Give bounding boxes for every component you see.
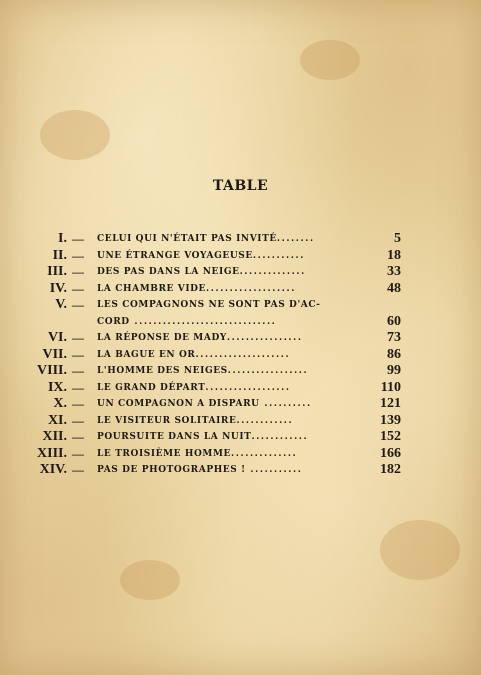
toc-entry: [0, 380, 481, 396]
chapter-title: [97, 281, 362, 297]
toc-entry: [0, 281, 481, 297]
page-number: 73: [387, 330, 401, 345]
entry-dash: —: [72, 430, 84, 444]
chapter-title: [97, 264, 362, 280]
dot-leader: ..............................: [129, 316, 277, 327]
chapter-title: [97, 380, 362, 396]
chapter-title-text: LE TROISIÈME HOMME: [97, 448, 232, 459]
dot-leader: ............: [251, 432, 309, 442]
chapter-title-text: PAS DE PHOTOGRAPHES !: [97, 465, 246, 475]
page-title: TABLE: [212, 178, 269, 194]
chapter-title-text: POURSUITE DANS LA NUIT: [97, 432, 252, 442]
chapter-title-text: LES COMPAGNONS NE SONT PAS D'AC-: [97, 300, 321, 310]
toc-entry: [0, 231, 481, 247]
chapter-title: [97, 429, 362, 445]
chapter-title: [97, 396, 362, 412]
page-number: 121: [380, 396, 401, 411]
chapter-number: I.: [58, 231, 67, 246]
chapter-number: VI.: [47, 330, 67, 345]
dot-leader: ................: [226, 333, 303, 343]
page-number: 99: [387, 363, 401, 378]
page-number: 166: [380, 445, 401, 461]
entry-dash: —: [72, 446, 84, 461]
entry-dash: —: [72, 248, 84, 263]
page-number: 182: [380, 462, 401, 477]
chapter-number: V.: [55, 297, 67, 312]
dot-leader: ...................: [206, 283, 296, 294]
chapter-title-text: L'HOMME DES NEIGES: [97, 366, 228, 376]
age-stain: [300, 40, 360, 80]
toc-entry: [0, 446, 481, 462]
entry-dash: —: [72, 380, 84, 395]
page-number: 33: [387, 264, 401, 279]
chapter-title-text: LA BAGUE EN OR: [97, 349, 196, 360]
entry-dash: —: [72, 364, 84, 378]
toc-entry: [0, 248, 481, 264]
chapter-number: IV.: [49, 280, 67, 296]
age-stain: [380, 520, 460, 580]
chapter-number: XIII.: [37, 445, 67, 461]
dot-leader: ........: [276, 234, 315, 244]
page-number: 110: [380, 379, 401, 395]
age-stain: [40, 110, 110, 160]
entry-dash: —: [72, 397, 84, 411]
entry-dash: —: [72, 232, 84, 246]
chapter-title: [97, 347, 362, 363]
chapter-title: [97, 330, 362, 346]
entry-dash: —: [72, 298, 84, 312]
page-number: 139: [380, 412, 401, 428]
chapter-title-text: UN COMPAGNON A DISPARU: [97, 399, 260, 409]
page-number: 60: [387, 313, 401, 329]
dot-leader: ..............: [231, 448, 298, 459]
dot-leader: ..................: [205, 382, 291, 393]
chapter-number: II.: [52, 247, 67, 263]
chapter-title: [97, 231, 362, 247]
dot-leader: .................: [227, 366, 309, 376]
toc-entry: [0, 347, 481, 363]
chapter-number: XI.: [47, 412, 67, 428]
chapter-title: [97, 248, 362, 264]
chapter-number: VIII.: [37, 363, 67, 378]
dot-leader: ..........: [259, 399, 312, 409]
toc-entry: [0, 363, 481, 379]
page-number: 152: [380, 429, 401, 444]
dot-leader: ....................: [195, 349, 291, 360]
chapter-title: [97, 446, 362, 462]
page-number: 48: [387, 280, 401, 296]
chapter-number: III.: [47, 264, 67, 279]
age-stain: [120, 560, 180, 600]
page-number: 86: [387, 346, 401, 362]
dot-leader: ...........: [252, 250, 305, 261]
dot-leader: ..............: [239, 267, 306, 277]
chapter-title-text: LE VISITEUR SOLITAIRE: [97, 415, 237, 426]
chapter-title-text: LA RÉPONSE DE MADY: [97, 333, 227, 343]
entry-dash: —: [72, 463, 84, 477]
chapter-number: IX.: [47, 379, 67, 395]
chapter-title: [97, 413, 362, 429]
toc-entry: [0, 396, 481, 412]
chapter-number: X.: [53, 396, 67, 411]
chapter-title: [97, 363, 362, 379]
toc-entry: [0, 413, 481, 429]
chapter-number: XIV.: [39, 462, 67, 477]
chapter-title-text: UNE ÉTRANGE VOYAGEUSE: [97, 250, 253, 261]
dot-leader: ............: [236, 415, 294, 426]
chapter-title: [97, 462, 362, 478]
entry-dash: —: [72, 281, 84, 296]
dot-leader: ...........: [245, 465, 303, 475]
chapter-number: XII.: [42, 429, 67, 444]
toc-entry: [0, 314, 481, 330]
chapter-title-text: DES PAS DANS LA NEIGE: [97, 267, 240, 277]
chapter-title-text: CELUI QUI N'ÉTAIT PAS INVITÉ: [97, 234, 277, 244]
chapter-title-text: LE GRAND DÉPART: [97, 382, 206, 393]
toc-entry: [0, 330, 481, 346]
chapter-title-text: CORD: [97, 316, 130, 327]
entry-dash: —: [72, 331, 84, 345]
toc-entry: [0, 462, 481, 478]
entry-dash: —: [72, 347, 84, 362]
chapter-number: VII.: [42, 346, 67, 362]
chapter-title-text: LA CHAMBRE VIDE: [97, 283, 206, 294]
entry-dash: —: [72, 413, 84, 428]
page-number: 18: [387, 247, 401, 263]
toc-entry: [0, 297, 481, 313]
entry-dash: —: [72, 265, 84, 279]
page-number: 5: [394, 231, 401, 246]
toc-entry: [0, 264, 481, 280]
chapter-title: [97, 314, 362, 330]
toc-entry: [0, 429, 481, 445]
chapter-title: [97, 297, 362, 313]
